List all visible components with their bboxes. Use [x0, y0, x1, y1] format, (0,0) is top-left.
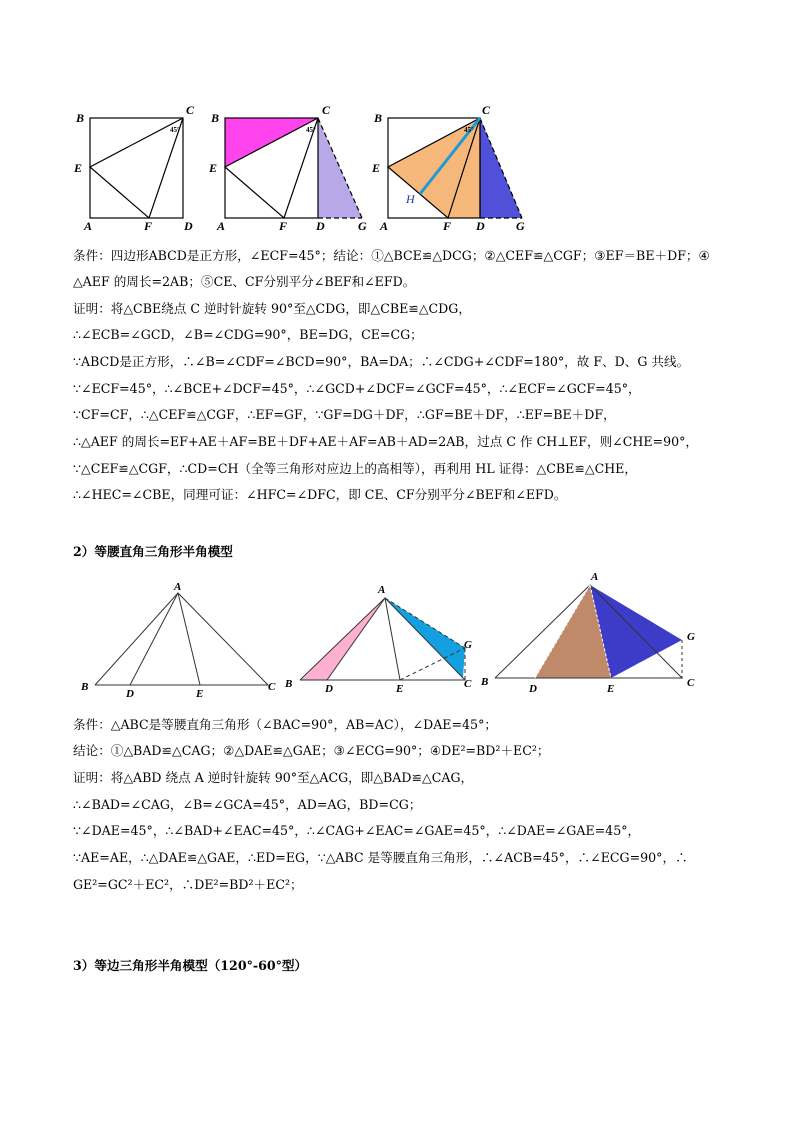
- condition-line: 条件：△ABC是等腰直角三角形（∠BAC=90°，AB=AC），∠DAE=45°；: [73, 717, 497, 732]
- svg-text:E: E: [74, 161, 83, 175]
- proof-line-1: 证明：将△ABD 绕点 A 逆时针旋转 90°至△ACG，即△BAD≌△CAG，: [73, 770, 474, 785]
- svg-text:A: A: [174, 581, 182, 593]
- svg-text:E: E: [372, 161, 381, 175]
- svg-text:B: B: [481, 676, 489, 688]
- svg-text:45°: 45°: [464, 126, 474, 134]
- svg-text:E: E: [607, 683, 615, 695]
- svg-text:B: B: [211, 111, 220, 125]
- svg-text:F: F: [443, 219, 452, 233]
- svg-text:45°: 45°: [170, 126, 180, 134]
- svg-text:G: G: [687, 631, 695, 643]
- svg-text:A: A: [84, 219, 93, 233]
- svg-text:C: C: [268, 681, 276, 693]
- svg-text:B: B: [285, 678, 293, 690]
- svg-text:D: D: [476, 219, 485, 233]
- svg-text:C: C: [186, 103, 195, 117]
- proof-line-5: GE²=GC²＋EC²，∴DE²=BD²＋EC²；: [73, 877, 303, 892]
- svg-text:G: G: [464, 639, 472, 651]
- proof-line-5: ∵CF=CF，∴△CEF≌△CGF，∴EF=GF，∵GF=DG＋DF，∴GF=BE＋DF，∴EF=BE＋DF，: [73, 407, 616, 422]
- svg-text:E: E: [209, 161, 218, 175]
- proof-line-2: ∴∠BAD=∠CAG，∠B=∠GCA=45°，AD=AG，BD=CG；: [73, 797, 422, 812]
- svg-text:G: G: [516, 219, 525, 233]
- svg-text:D: D: [316, 219, 325, 233]
- svg-text:A: A: [378, 584, 386, 596]
- svg-text:B: B: [374, 111, 383, 125]
- svg-text:45°: 45°: [306, 126, 316, 134]
- conclusion-line: 结论：①△BAD≌△CAG；②△DAE≌△GAE；③∠ECG=90°；④DE²=BD²＋EC²；: [73, 743, 550, 758]
- proof-line-3: ∵ABCD是正方形，∴∠B=∠CDF=∠BCD=90°，BA=DA；∴∠CDG+∠CDF=180°，故 F、D、G 共线。: [73, 354, 690, 369]
- square-half-angle-figures: [70, 100, 540, 235]
- svg-text:D: D: [126, 688, 134, 700]
- svg-text:F: F: [279, 219, 288, 233]
- proof-line-4: ∵AE=AE，∴△DAE≌△GAE，∴ED=EG，∵△ABC 是等腰直角三角形，∴∠ACB=45°，∴∠ECG=90°，∴: [73, 850, 688, 865]
- section2-title: 2）等腰直角三角形半角模型: [73, 544, 233, 559]
- proof-line-4: ∵∠ECF=45°，∴∠BCE+∠DCF=45°，∴∠GCD+∠DCF=∠GCF=45°，∴∠ECF=∠GCF=45°，: [73, 381, 641, 396]
- svg-text:C: C: [464, 678, 472, 690]
- svg-text:F: F: [144, 219, 153, 233]
- svg-text:B: B: [81, 681, 89, 693]
- svg-text:C: C: [687, 677, 695, 689]
- svg-text:C: C: [322, 103, 331, 117]
- svg-text:A: A: [380, 219, 389, 233]
- svg-text:E: E: [396, 683, 404, 695]
- triangle-figure-3: [480, 571, 695, 695]
- svg-text:G: G: [358, 219, 367, 233]
- square-figure-2: [208, 103, 367, 233]
- svg-text:D: D: [325, 683, 333, 695]
- section3-title: 3）等边三角形半角模型（120°-60°型）: [73, 958, 308, 973]
- svg-text:A: A: [591, 571, 599, 583]
- proof-line-6: ∴△AEF 的周长=EF+AE＋AF=BE＋DF+AE＋AF=AB＋AD=2AB，过点 C 作 CH⊥EF，则∠CHE=90°，: [73, 434, 698, 449]
- svg-text:B: B: [76, 111, 85, 125]
- square-figure-3: [371, 103, 525, 233]
- svg-text:C: C: [482, 103, 491, 117]
- svg-text:D: D: [529, 683, 537, 695]
- condition-line-2: △AEF 的周长=2AB；⑤CE、CF分别平分∠BEF和∠EFD。: [73, 274, 416, 289]
- proof-line-3: ∵∠DAE=45°，∴∠BAD+∠EAC=45°，∴∠CAG+∠EAC=∠GAE=45°，∴∠DAE=∠GAE=45°，: [73, 823, 641, 838]
- svg-text:E: E: [196, 688, 204, 700]
- triangle-figure-1: [80, 581, 276, 700]
- svg-text:D: D: [184, 219, 193, 233]
- proof-line-2: ∴∠ECB=∠GCD，∠B=∠CDG=90°，BE=DG，CE=CG；: [73, 327, 423, 342]
- isosceles-right-triangle-figures: [75, 570, 715, 700]
- condition-line-1: 条件：四边形ABCD是正方形，∠ECF=45°；结论：①△BCE≌△DCG；②△CEF≌△CGF；③EF＝BE＋DF；④: [73, 248, 710, 263]
- proof-line-8: ∴∠HEC=∠CBE，同理可证：∠HFC=∠DFC，即 CE、CF分别平分∠BEF和∠EFD。: [73, 487, 567, 502]
- triangle-figure-2: [284, 584, 472, 695]
- svg-text:H: H: [406, 192, 415, 206]
- proof-line-7: ∵△CEF≌△CGF，∴CD=CH（全等三角形对应边上的高相等），再利用 HL 证得：△CBE≌△CHE，: [73, 461, 637, 476]
- svg-text:A: A: [217, 219, 226, 233]
- square-figure-1: [73, 103, 195, 233]
- proof-line-1: 证明：将△CBE绕点 C 逆时针旋转 90°至△CDG，即△CBE≌△CDG，: [73, 301, 471, 316]
